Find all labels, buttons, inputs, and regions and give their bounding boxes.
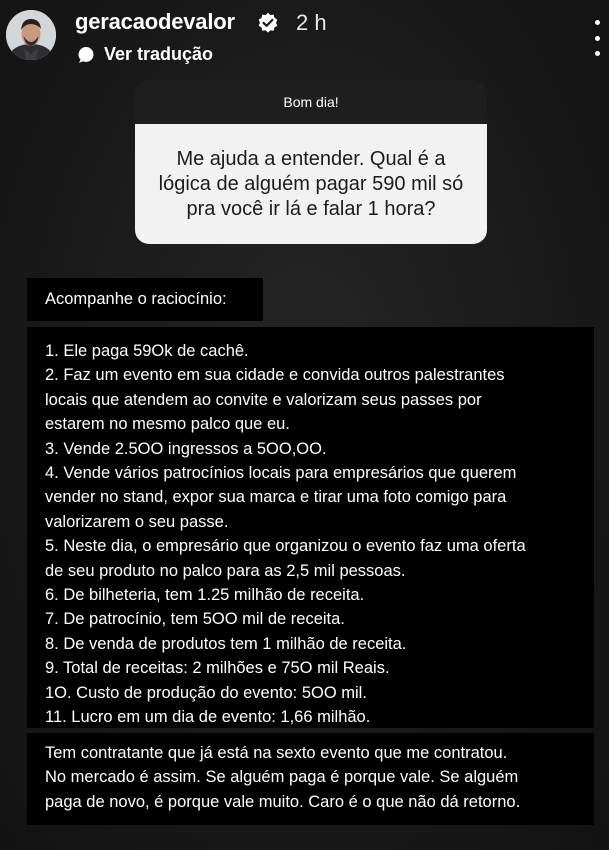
list-line: 7. De patrocínio, tem 5OO mil de receita. bbox=[45, 610, 345, 629]
list-line: 5. Neste dia, o empresário que organizou o evento faz uma oferta bbox=[45, 537, 526, 556]
heading-text: Acompanhe o raciocínio: bbox=[45, 290, 227, 308]
list-line: 1O. Custo de produção do evento: 5OO mil. bbox=[45, 683, 367, 702]
story-header bbox=[0, 0, 609, 78]
list-line: 9. Total de receitas: 2 milhões e 75O mil Reais. bbox=[45, 659, 390, 678]
verified-badge-icon bbox=[257, 12, 279, 34]
conclusion-line: paga de novo, é porque vale muito. Caro é o que não dá retorno. bbox=[45, 792, 521, 811]
list-line: 2. Faz um evento em sua cidade e convida outros palestrantes bbox=[45, 366, 505, 385]
list-line: valorizarem o seu passe. bbox=[45, 512, 229, 531]
list-line: estarem no mesmo palco que eu. bbox=[45, 415, 290, 434]
question-sticker bbox=[135, 80, 487, 244]
username[interactable]: geracaodevalor bbox=[75, 9, 235, 34]
conclusion-line: Tem contratante que já está na sexto evento que me contratou. bbox=[45, 744, 508, 762]
conclusion-line: No mercado é assim. Se alguém paga é porque vale. Se alguém bbox=[45, 768, 519, 787]
heading-box bbox=[27, 278, 263, 321]
list-line: locais que atendem ao convite e valorizam seus passes por bbox=[45, 390, 482, 409]
more-options-icon[interactable] bbox=[588, 20, 606, 56]
translate-button[interactable] bbox=[77, 44, 213, 65]
translate-bubble-icon bbox=[77, 46, 95, 64]
translate-label: Ver tradução bbox=[104, 44, 214, 64]
list-line: vender no stand, expor sua marca e tirar uma foto comigo para bbox=[45, 488, 507, 507]
question-line: Me ajuda a entender. Qual é a bbox=[176, 147, 446, 170]
reasoning-list-box bbox=[27, 327, 594, 728]
conclusion-box bbox=[27, 733, 594, 825]
avatar[interactable] bbox=[6, 10, 56, 60]
question-sticker-header bbox=[135, 80, 487, 124]
question-sticker-title: Bom dia! bbox=[283, 94, 339, 110]
list-line: 3. Vende 2.5OO ingressos a 5OO,OO. bbox=[45, 439, 327, 458]
list-line: 1. Ele paga 59Ok de cachê. bbox=[45, 342, 249, 360]
list-line: 4. Vende vários patrocínios locais para empresários que querem bbox=[45, 464, 517, 483]
question-line: pra você ir lá e falar 1 hora? bbox=[186, 197, 436, 220]
list-line: 8. De venda de produtos tem 1 milhão de receita. bbox=[45, 634, 407, 653]
question-sticker-card bbox=[135, 124, 487, 244]
list-line: 11. Lucro em um dia de evento: 1,66 milhão. bbox=[45, 708, 371, 727]
post-time: 2 h bbox=[296, 10, 327, 35]
question-line: lógica de alguém pagar 590 mil só bbox=[158, 172, 464, 195]
list-line: 6. De bilheteria, tem 1.25 milhão de receita. bbox=[45, 586, 365, 605]
list-line: de seu produto no palco para as 2,5 mil pessoas. bbox=[45, 561, 406, 580]
question-text bbox=[146, 147, 476, 222]
